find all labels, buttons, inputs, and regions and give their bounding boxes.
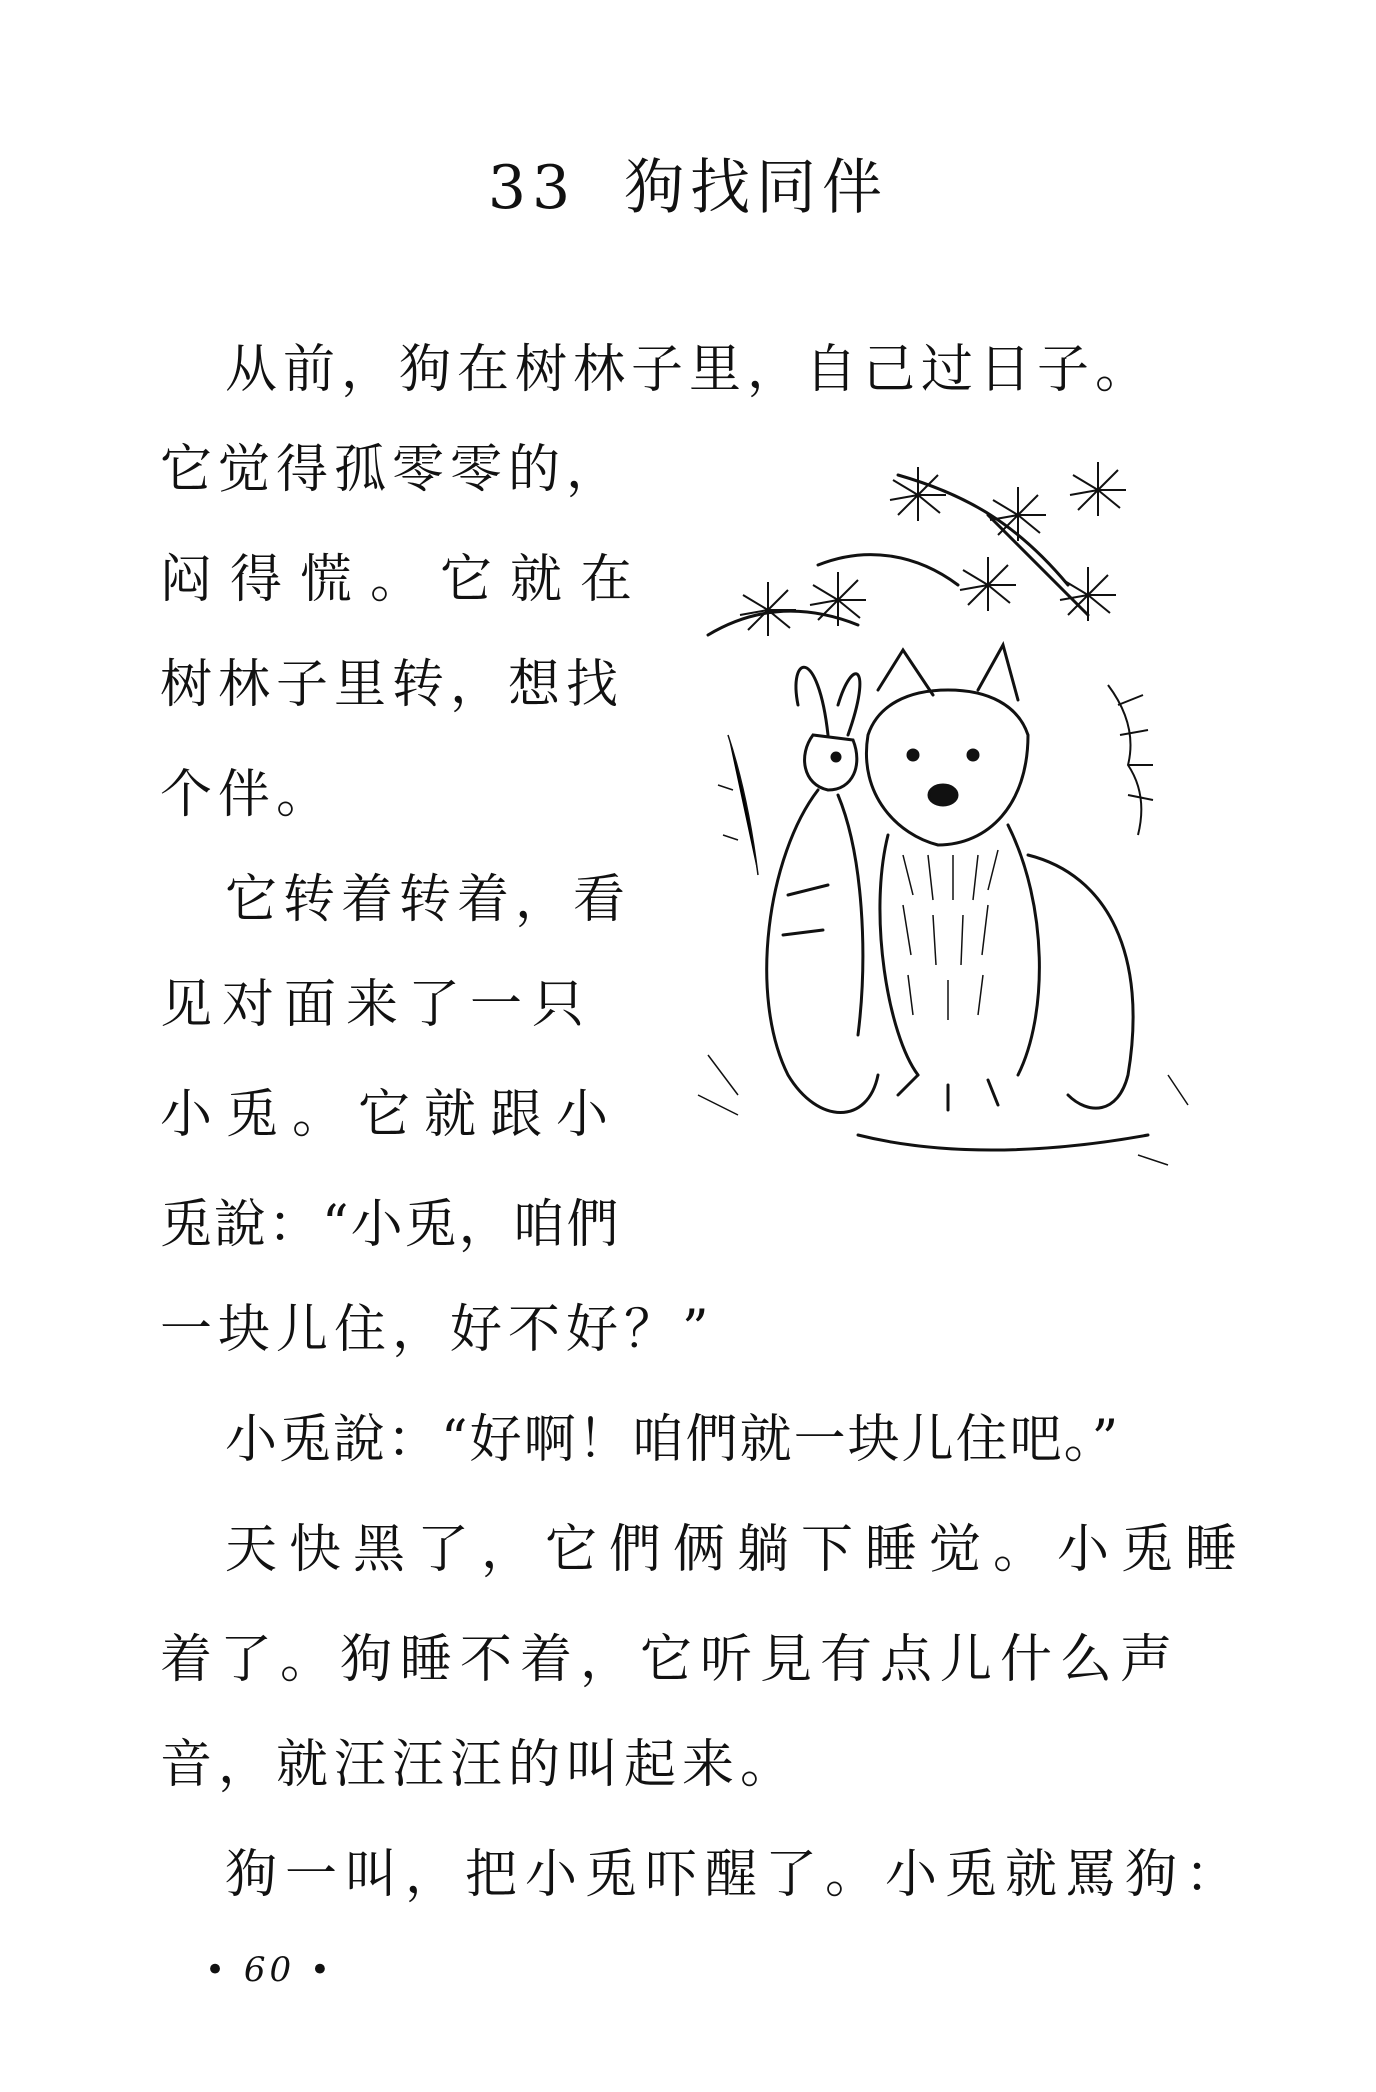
paragraph-line: 天快黑了，它們俩躺下睡觉。小兎睡 — [225, 1520, 1250, 1580]
paragraph-line: 兎說：“小兎，咱們 — [160, 1195, 621, 1255]
paragraph-line: 闷得慌。它就在 — [160, 550, 651, 610]
dog-and-rabbit-illustration — [688, 435, 1228, 1275]
paragraph-line: 见对面来了一只 — [160, 975, 595, 1035]
paragraph-line: 树林子里转，想找 — [160, 655, 625, 715]
paragraph-line: 一块儿住，好不好？” — [160, 1300, 715, 1360]
lesson-number: 33 — [487, 153, 577, 223]
page-number: • 60 • — [205, 1950, 334, 1990]
paragraph-line: 小兎說：“好啊！咱們就一块儿住吧。” — [225, 1410, 1121, 1470]
lesson-title-text: 狗找同伴 — [624, 153, 889, 223]
paragraph-line: 着了。狗睡不着，它听見有点儿什么声 — [160, 1630, 1181, 1690]
paragraph-line: 狗一叫，把小兎吓醒了。小兎就罵狗： — [225, 1845, 1246, 1905]
paragraph-line: 它觉得孤零零的， — [160, 440, 625, 500]
lesson-title — [0, 140, 1376, 226]
paragraph-line: 它转着转着，看 — [225, 870, 632, 930]
paragraph-line: 从前，狗在树林子里，自己过日子。 — [225, 340, 1154, 400]
paragraph-line: 音，就汪汪汪的叫起来。 — [160, 1735, 799, 1795]
paragraph-line: 个伴。 — [160, 765, 335, 825]
paragraph-line: 小兎。它就跟小 — [160, 1085, 623, 1145]
